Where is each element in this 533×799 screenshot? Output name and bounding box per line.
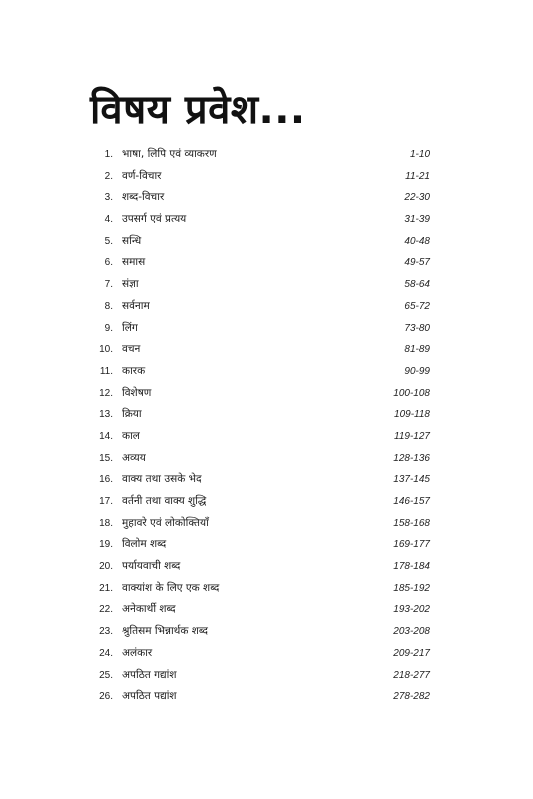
toc-entry-number: 2.	[104, 170, 113, 182]
toc-entry-title: मुहावरे एवं लोकोक्तियाँ	[122, 516, 209, 529]
toc-entry	[96, 252, 430, 274]
toc-entry-page-range: 185-192	[393, 582, 430, 594]
toc-entry-number: 24.	[99, 647, 113, 659]
toc-entry-page-range: 90-99	[404, 365, 430, 377]
toc-entry	[96, 469, 430, 491]
toc-entry	[96, 318, 430, 340]
toc-entry-title: विलोम शब्द	[122, 538, 167, 551]
toc-entry-page-range: 81-89	[404, 344, 430, 356]
toc-entry-number: 23.	[99, 626, 113, 638]
toc-entry-number: 4.	[104, 214, 113, 226]
toc-entry-number: 22.	[99, 604, 113, 616]
toc-entry-number: 9.	[104, 322, 113, 334]
toc-entry-number: 6.	[104, 257, 113, 269]
toc-entry-page-range: 11-21	[405, 170, 430, 182]
toc-entry-page-range: 169-177	[393, 539, 430, 551]
toc-entry-title: लिंग	[122, 321, 138, 334]
toc-entry-title: श्रुतिसम भिन्नार्थक शब्द	[122, 625, 208, 638]
toc-entry-title: पर्यायवाची शब्द	[122, 560, 181, 573]
toc-entry-title: भाषा, लिपि एवं व्याकरण	[122, 148, 217, 160]
toc-entry-page-range: 1-10	[409, 149, 430, 160]
toc-entry	[96, 534, 430, 556]
toc-entry-title: अलंकार	[122, 646, 153, 659]
toc-entry-page-range: 158-168	[393, 517, 430, 529]
toc-entry-title: अपठित गद्यांश	[122, 668, 177, 681]
toc-entry-title: समास	[122, 256, 146, 269]
toc-entry-number: 25.	[99, 669, 113, 681]
toc-entry	[96, 404, 430, 426]
toc-entry-title: वर्ण-विचार	[122, 169, 162, 182]
toc-entry-number: 18.	[99, 517, 113, 529]
toc-entry-page-range: 31-39	[404, 214, 430, 226]
table-of-contents	[96, 144, 430, 708]
toc-entry-number: 7.	[104, 279, 113, 291]
toc-entry-number: 19.	[99, 539, 113, 551]
toc-entry-number: 12.	[99, 387, 113, 399]
toc-entry-number: 20.	[99, 561, 113, 573]
toc-entry-number: 16.	[99, 474, 113, 486]
toc-entry-page-range: 40-48	[404, 235, 430, 247]
toc-entry	[96, 491, 430, 513]
toc-entry-page-range: 119-127	[394, 430, 430, 442]
toc-entry	[96, 665, 430, 687]
toc-entry	[96, 621, 430, 643]
toc-entry-number: 5.	[104, 235, 113, 247]
toc-entry-title: वाक्यांश के लिए एक शब्द	[122, 581, 220, 594]
toc-entry-title: शब्द-विचार	[122, 191, 165, 204]
toc-entry	[96, 361, 430, 383]
toc-entry-title: सर्वनाम	[122, 299, 150, 312]
toc-entry-title: उपसर्ग एवं प्रत्यय	[122, 213, 187, 226]
toc-entry-page-range: 209-217	[393, 647, 430, 659]
toc-entry	[96, 274, 430, 296]
toc-entry-title: वचन	[122, 343, 141, 356]
toc-entry-number: 14.	[99, 430, 113, 442]
toc-entry-page-range: 73-80	[404, 322, 430, 334]
toc-entry	[96, 643, 430, 665]
toc-entry	[96, 296, 430, 318]
toc-entry-page-range: 137-145	[393, 474, 430, 486]
toc-entry-title: क्रिया	[122, 408, 142, 421]
toc-entry	[96, 686, 430, 708]
toc-entry	[96, 383, 430, 405]
page-title: विषय प्रवेश...	[90, 87, 306, 133]
toc-entry-page-range: 218-277	[393, 669, 430, 681]
toc-entry	[96, 231, 430, 253]
toc-entry	[96, 166, 430, 188]
toc-entry	[96, 448, 430, 470]
toc-entry	[96, 144, 430, 166]
toc-entry-page-range: 100-108	[393, 387, 430, 399]
toc-entry-page-range: 193-202	[393, 604, 430, 616]
toc-entry-title: काल	[122, 429, 140, 442]
toc-entry	[96, 187, 430, 209]
toc-entry-number: 17.	[99, 496, 113, 507]
toc-entry-number: 1.	[104, 149, 113, 160]
toc-entry-page-range: 278-282	[393, 691, 430, 703]
toc-entry-title: विशेषण	[122, 386, 152, 399]
toc-entry-page-range: 58-64	[404, 279, 430, 291]
toc-entry	[96, 209, 430, 231]
toc-entry-number: 11.	[99, 365, 113, 377]
toc-entry	[96, 578, 430, 600]
toc-entry-title: अपठित पद्यांश	[122, 690, 177, 703]
toc-entry-number: 15.	[99, 452, 113, 464]
toc-entry-number: 8.	[104, 300, 113, 312]
toc-entry	[96, 339, 430, 361]
toc-entry	[96, 426, 430, 448]
toc-entry-page-range: 109-118	[394, 409, 430, 421]
toc-entry-number: 3.	[104, 192, 113, 204]
toc-entry-page-range: 49-57	[404, 257, 430, 269]
toc-entry	[96, 599, 430, 621]
toc-entry-number: 26.	[99, 691, 113, 703]
toc-entry-title: संज्ञा	[122, 278, 139, 291]
toc-entry-number: 21.	[99, 582, 113, 594]
toc-entry	[96, 513, 430, 535]
toc-entry-title: सन्धि	[122, 234, 142, 247]
toc-entry-page-range: 146-157	[393, 496, 430, 507]
toc-entry-title: वाक्य तथा उसके भेद	[122, 473, 202, 486]
toc-entry-page-range: 178-184	[393, 561, 430, 573]
toc-entry-title: वर्तनी तथा वाक्य शुद्धि	[122, 495, 207, 507]
toc-entry	[96, 556, 430, 578]
toc-entry-title: अव्यय	[122, 451, 146, 464]
toc-entry-number: 10.	[99, 344, 113, 356]
toc-entry-page-range: 22-30	[404, 192, 430, 204]
toc-entry-title: कारक	[122, 364, 146, 377]
toc-entry-title: अनेकार्थी शब्द	[122, 603, 176, 616]
toc-entry-page-range: 128-136	[393, 452, 430, 464]
toc-entry-page-range: 65-72	[404, 300, 430, 312]
toc-entry-page-range: 203-208	[393, 626, 430, 638]
toc-entry-number: 13.	[99, 409, 113, 421]
